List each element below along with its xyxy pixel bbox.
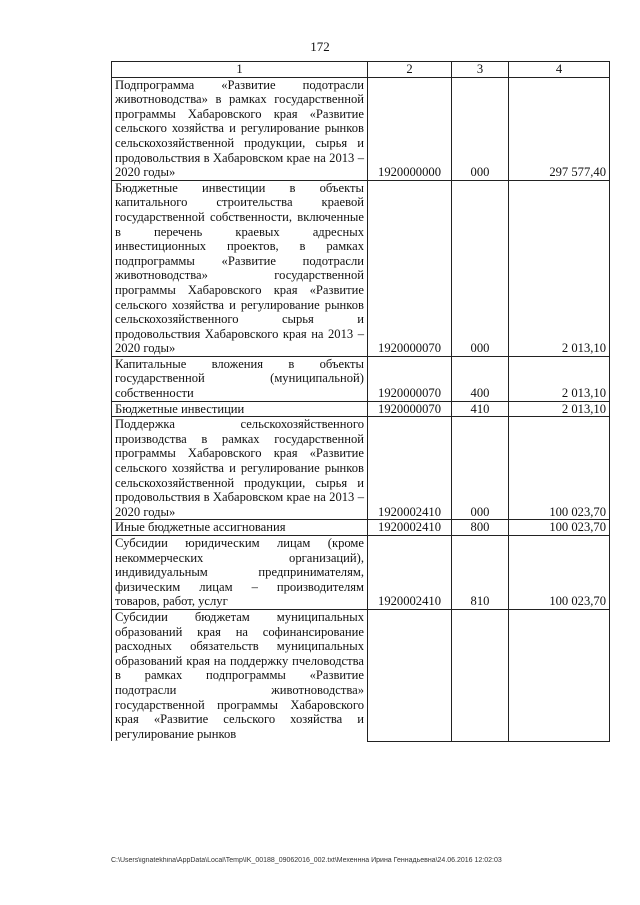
- row-code: 1920002410: [368, 417, 452, 520]
- row-code: 1920000000: [368, 77, 452, 180]
- header-col-1: 1: [112, 62, 368, 78]
- budget-table: [111, 61, 610, 742]
- table-header-row: [112, 62, 610, 78]
- row-expense-type: 000: [452, 77, 509, 180]
- row-code: [368, 609, 452, 741]
- row-amount: [509, 609, 610, 741]
- table-row: [112, 401, 610, 417]
- table-row: [112, 609, 610, 741]
- row-code: 1920002410: [368, 536, 452, 610]
- header-col-3: 3: [452, 62, 509, 78]
- row-code: 1920000070: [368, 180, 452, 356]
- row-amount: 2 013,10: [509, 356, 610, 401]
- table-row: [112, 77, 610, 180]
- table-row: [112, 417, 610, 520]
- row-amount: 100 023,70: [509, 520, 610, 536]
- row-expense-type: [452, 609, 509, 741]
- row-name: Поддержка сельскохозяйственного производства в рамках государственной программы Хабаровского края «Развитие сельского хозяйства и регулирование рынков сельскохозяйственной продукции, сырья и продовольствия в Хабаровском крае на 2013 – 2020 годы»: [112, 417, 368, 520]
- page-number: 172: [310, 39, 330, 54]
- row-name: Субсидии бюджетам муниципальных образований края на софинансирование расходных обязательств муниципальных образований края на поддержку пчеловодства в рамках подпрограммы «Развитие подотрасли животноводства» государственной программы Хабаровского края «Развитие сельского хозяйства и регулирование рынков: [112, 609, 368, 741]
- row-expense-type: 000: [452, 417, 509, 520]
- row-code: 1920002410: [368, 520, 452, 536]
- table-row: [112, 180, 610, 356]
- row-name: Бюджетные инвестиции в объекты капитального строительства краевой государственной собственности, включенные в перечень краевых адресных инвестиционных проектов, в рамках подпрограммы «Развитие подотрасли животноводства» государственной программы Хабаровского края «Развитие сельского хозяйства и регулирование рынков сельскохозяйственного сырья и продовольствия Хабаровского края на 2013 – 2020 годы»: [112, 180, 368, 356]
- row-expense-type: 410: [452, 401, 509, 417]
- row-expense-type: 810: [452, 536, 509, 610]
- row-name: Субсидии юридическим лицам (кроме некоммерческих организаций), индивидуальным предпринимателям, физическим лицам – производителям товаров, работ, услуг: [112, 536, 368, 610]
- row-amount: 100 023,70: [509, 536, 610, 610]
- row-name: Капитальные вложения в объекты государственной (муниципальной) собственности: [112, 356, 368, 401]
- row-amount: 297 577,40: [509, 77, 610, 180]
- table-row: [112, 536, 610, 610]
- row-name: Иные бюджетные ассигнования: [112, 520, 368, 536]
- file-path-footer: C:\Users\ignatekhina\AppData\Local\Temp\IK_00188_09062016_002.txt\Мехеннна Ирина Геннадьевна\24.06.2016 12:02:03: [111, 857, 502, 864]
- header-col-4: 4: [509, 62, 610, 78]
- row-code: 1920000070: [368, 356, 452, 401]
- row-name: Подпрограмма «Развитие подотрасли животноводства» в рамках государственной программы Хабаровского края «Развитие сельского хозяйства и регулирование рынков сельскохозяйственной продукции, сырья и продовольствия в Хабаровском крае на 2013 – 2020 годы»: [112, 77, 368, 180]
- row-expense-type: 000: [452, 180, 509, 356]
- row-expense-type: 800: [452, 520, 509, 536]
- row-amount: 2 013,10: [509, 180, 610, 356]
- header-col-2: 2: [368, 62, 452, 78]
- row-code: 1920000070: [368, 401, 452, 417]
- row-amount: 100 023,70: [509, 417, 610, 520]
- table-row: [112, 356, 610, 401]
- table-row: [112, 520, 610, 536]
- row-expense-type: 400: [452, 356, 509, 401]
- row-amount: 2 013,10: [509, 401, 610, 417]
- row-name: Бюджетные инвестиции: [112, 401, 368, 417]
